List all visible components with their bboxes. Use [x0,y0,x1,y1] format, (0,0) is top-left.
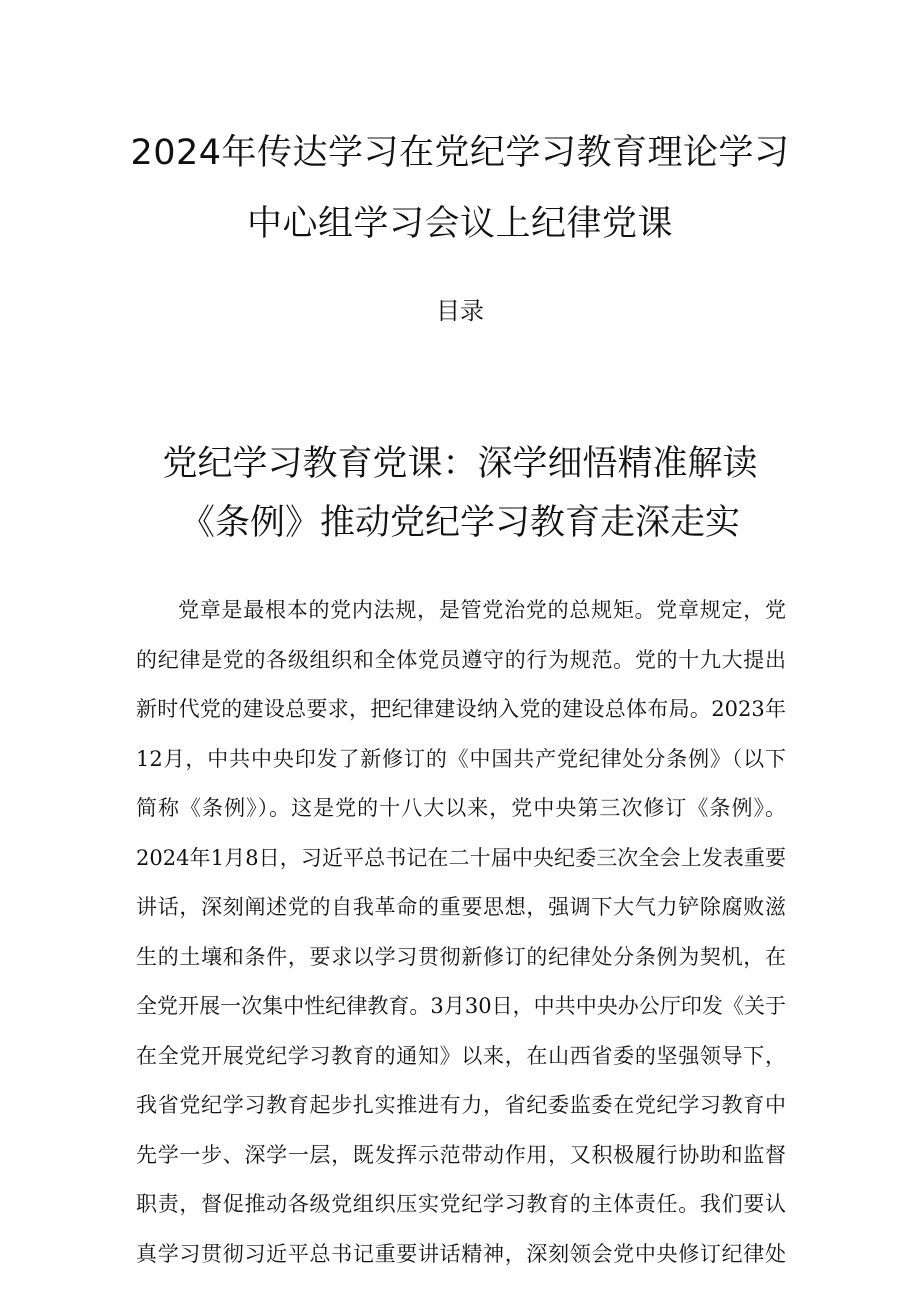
body-paragraph [136,586,786,1279]
body-line: 新时代党的建设总要求，把纪律建设纳入党的建设总体布局。2023年 [136,697,786,721]
body-line: 全党开展一次集中性纪律教育。3月30日，中共中央办公厅印发《关于 [136,994,786,1018]
body-line: 讲话，深刻阐述党的自我革命的重要思想，强调下大气力铲除腐败滋 [136,895,786,919]
body-line: 职责，督促推动各级党组织压实党纪学习教育的主体责任。我们要认 [136,1192,786,1216]
document-title-line-1: 2024年传达学习在党纪学习教育理论学习 [130,133,790,173]
body-line: 生的土壤和条件，要求以学习贯彻新修订的纪律处分条例为契机，在 [136,944,786,969]
body-line: 的纪律是党的各级组织和全体党员遵守的行为规范。党的十九大提出 [136,647,786,672]
body-line: 党章是最根本的党内法规，是管党治党的总规矩。党章规定，党 [178,598,786,622]
body-line: 12月，中共中央印发了新修订的《中国共产党纪律处分条例》（以下 [136,746,786,771]
body-line: 真学习贯彻习近平总书记重要讲话精神，深刻领会党中央修订纪律处 [136,1241,786,1266]
body-line: 我省党纪学习教育起步扎实推进有力，省纪委监委在党纪学习教育中 [136,1093,786,1117]
document-title-line-2: 中心组学习会议上纪律党课 [246,204,673,244]
section-title-line-2: 《条例》推动党纪学习教育走深走实 [179,503,740,543]
body-line: 在全党开展党纪学习教育的通知》以来，在山西省委的坚强领导下， [136,1043,786,1068]
body-line: 2024年1月8日，习近平总书记在二十届中央纪委三次全会上发表重要 [136,845,786,870]
body-line: 简称《条例》）。这是党的十八大以来，党中央第三次修订《条例》。 [136,796,786,820]
table-of-contents-heading: 目录 [436,297,484,325]
section-title-line-1: 党纪学习教育党课：深学细悟精准解读 [162,444,758,484]
body-line: 先学一步、深学一层，既发挥示范带动作用，又积极履行协助和监督 [136,1142,786,1167]
